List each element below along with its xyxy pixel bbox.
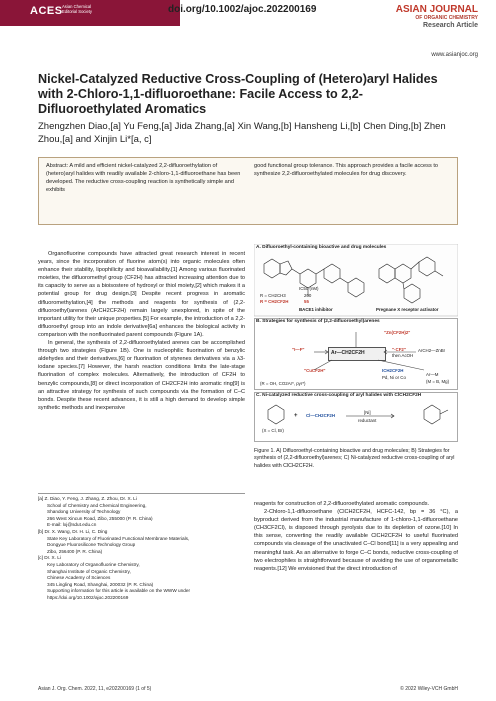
affiliation-line: State Key Laboratory of Fluorinated Functional Membrane Materials, [47, 535, 190, 541]
affiliations [38, 496, 245, 602]
supporting-info[interactable]: Supporting information for this article is available on the WWW under https://doi.org/10.1002/ajoc.202200169 [47, 588, 191, 600]
journal-name: ASIAN JOURNAL [395, 4, 478, 15]
footnote-divider [38, 493, 245, 494]
reagent-cucf2h: "CuCF2H" [304, 368, 326, 373]
affiliation-line: Zibo, 256400 (P. R. China) [47, 548, 103, 554]
article-type: Research Article [423, 22, 478, 29]
ic50-row1-label: R = CH2CH3 [260, 293, 286, 298]
strategy-arrows [254, 318, 458, 390]
affiliation-line: Key Laboratory of Organofluorine Chemistry, [47, 561, 140, 567]
figure-1 [254, 244, 458, 444]
affiliation-line: 266 West Xincun Road, Zibo, 255000 (P. R. China) [47, 515, 153, 521]
reductant: reductant [358, 418, 377, 423]
ic50-header: IC50 (nM) [299, 286, 319, 291]
journal-subtitle: OF ORGANIC CHEMISTRY [415, 15, 478, 21]
body-paragraph: In general, the synthesis of 2,2-difluoroethylated arenes can be accomplished through two strategies (Figure 1B). One is nucleophilic fluorination of benzylic aldehydes and their derivatives,[6] or fluorination of styrenes derivatives via a λ3-iodane species.[7] However, the harsh reaction conditions limits the late-stage fluorination of complex molecules. Alternatively, the introduction of CF2H to benzylic compounds,[8] or direct incorporation of CH2CF2H into aromatic ring[9] is an attractive strategy for synthesis of such compounds via the formation of C–C bonds. Despite these recent advances, it is still a high demand to develop simple synthetic methods and inexpensive [38, 340, 245, 411]
affiliation-line: Shandong University of Technology [47, 509, 121, 515]
center-product: Ar—CH2CF2H [331, 350, 365, 356]
affiliation-line: [a] Z. Diao, Y. Feng, J. Zhang, Z. Zhou, Dr. X. Li [38, 496, 137, 501]
r-note: (R = OH, CO2Ar*, pyr*) [260, 381, 306, 386]
ic50-row2-label: R = CH2CF2H [260, 299, 289, 304]
reagent-c: Cl—CH2CF2H [306, 413, 336, 418]
publisher-logo: ACES [30, 5, 63, 17]
bace-label: BACE1 inhibitor [299, 307, 333, 312]
ic50-row1-value: 200 [304, 293, 312, 298]
affiliation-line: School of Chemistry and Chemical Engineering, [47, 502, 147, 508]
x-note: (X = Cl, Br) [262, 428, 284, 433]
reagent-cf2: "·CF2" [392, 347, 406, 352]
ni-catalyst: [Ni] [364, 410, 371, 415]
affiliation-line: 345 Lingling Road, Shanghai, 200032 (P. R. China) [47, 581, 154, 587]
figure-section-c-title: C. Ni-catalyzed reductive cross-coupling of aryl halides with ClCH2CF2H [256, 393, 422, 398]
pxr-label: Pregnane X receptor activator [376, 307, 439, 312]
plus-sign: + [294, 413, 298, 419]
catalyst-note: Pd, Ni or Co [382, 375, 406, 380]
journal-website[interactable]: www.asianjoc.org [431, 52, 478, 58]
author-list: Zhengzhen Diao,[a] Yu Feng,[a] Jida Zhang,[a] Xin Wang,[b] Hansheng Li,[b] Chen Ding,[b] Zhen Zhou,[a] and Xinjin Li*[a, c] [38, 121, 446, 145]
figure-section-a-title: A. Difluoroethyl-containing bioactive and drug molecules [256, 245, 387, 250]
body-paragraph: 2-Chloro-1,1-difluoroethane (ClCH2CF2H, HCFC-142, bp = 36 °C), a byproduct derived from the industrial manufacture of 1-chloro-1,1-difluoroethane (CH3CF2Cl), is disposed through pyrolysis due to its depletion of ozone.[10] In this sense, converting the readily available ClCH2CF2H to useful fluorinated compounds via cleavage of the unactivated C–Cl bond[11] is a very appealing and meaningful task. As an alternative to forge C–C bonds, reductive cross-coupling of two electrophiles is straightforward because of avoiding the use of organometallic reagents.[12] We envisioned that the direct introduction of [254, 509, 458, 572]
article-title: Nickel-Catalyzed Reductive Cross-Coupling of (Hetero)aryl Halides with 2-Chloro-1,1-difluoroethane: Facile Access to 2,2-Difluoroethylated Aromatics [38, 72, 438, 116]
body-column-left [38, 250, 245, 412]
m-note: (M = B, Mg) [426, 379, 450, 384]
then-acoh: then AcOH [392, 353, 414, 358]
reagent-zn: "Zn(CF2H)2" [384, 330, 411, 335]
abstract-text-left: Abstract: A mild and efficient nickel-catalyzed 2,2-difluoroethylation of (hetero)aryl halides with readily available 2-chloro-1,1-difluoroethane has been developed. The reductive cross-coupling reaction is synthetically simple and exhibits [46, 163, 241, 193]
body-paragraph: Organofluorine compounds have attracted great research interest in recent years, since the incorporation of fluorine atom(s) into organic molecules often enhance their stability, lipophilicity and bioavailability.[1] Among various fluorinated moieties, the difluoromethyl group (CF2H) has attracted increasing attention due to its capacity to serve as a bioisostere of hydroxyl or thiol moiety,[2] which makes it a potential group for drug design.[3] Despite recent progress in aromatic difluoromethylation,[4] the methods and reagents for synthesis of (2,2-difluoroethyl)arenes (ArCH2CF2H) remain largely unexplored, in spite of the important utility for their unique properties.[5] For example, the introduction of a 2,2-difluoroethyl group into an indole derivative[6a] enhances the biological activity in comparison with the nonfluorinated parent compounds (Figure 1A). [38, 251, 245, 338]
ar-m: Ar—M [426, 372, 439, 377]
affiliation-line[interactable]: E-mail: lxj@sdut.edu.cn [47, 522, 97, 528]
affiliation-line: Chinese Academy of Sciences [47, 575, 111, 581]
affiliation-line: [b] Dr. X. Wang, Dr. H. Li, C. Ding [38, 528, 108, 534]
reaction-scheme [254, 392, 458, 442]
body-column-right [254, 500, 458, 573]
reagent-ich2: ICH2CF2H [382, 368, 404, 373]
affiliation-line: Dongyue Fluorosilicone Technology Group [47, 542, 136, 548]
ic50-row2-value: 55 [304, 299, 309, 304]
page-footer-citation: Asian J. Org. Chem. 2022, 11, e202200169 (1 of 5) [38, 686, 152, 692]
body-paragraph: reagents for construction of 2,2-difluoroethylated aromatic compounds. [254, 501, 430, 507]
page-footer-copyright: © 2022 Wiley-VCH GmbH [400, 686, 458, 692]
abstract-text-right: good functional group tolerance. This approach provides a facile access to synthesize 2,2-difluoroethylated molecules for drug discovery. [254, 163, 438, 177]
reagent-if: "I—F" [292, 347, 305, 352]
figure-panel-a [254, 244, 458, 316]
figure-caption: Figure 1. A) Difluoroethyl-containing bioactive and drug molecules; B) Strategies for synthesis of (2,2-difluoroethyl)arenes; C) Ni-catalyzed reductive cross-coupling of aryl halides with ClCH2CF2H. [254, 448, 455, 469]
doi-link[interactable]: doi.org/10.1002/ajoc.202200169 [168, 4, 317, 15]
affiliation-line: [c] Dr. X. Li [38, 555, 61, 561]
publisher-subtitle: Asian Chemical Editorial Society [62, 4, 93, 14]
arch2-znbr: ArCH2—ZnBr [418, 348, 446, 353]
figure-section-b-title: B. Strategies for synthesis of (2,2-difluoroethyl)arenes [256, 319, 380, 324]
affiliation-line: Shanghai Institute of Organic Chemistry, [47, 568, 131, 574]
